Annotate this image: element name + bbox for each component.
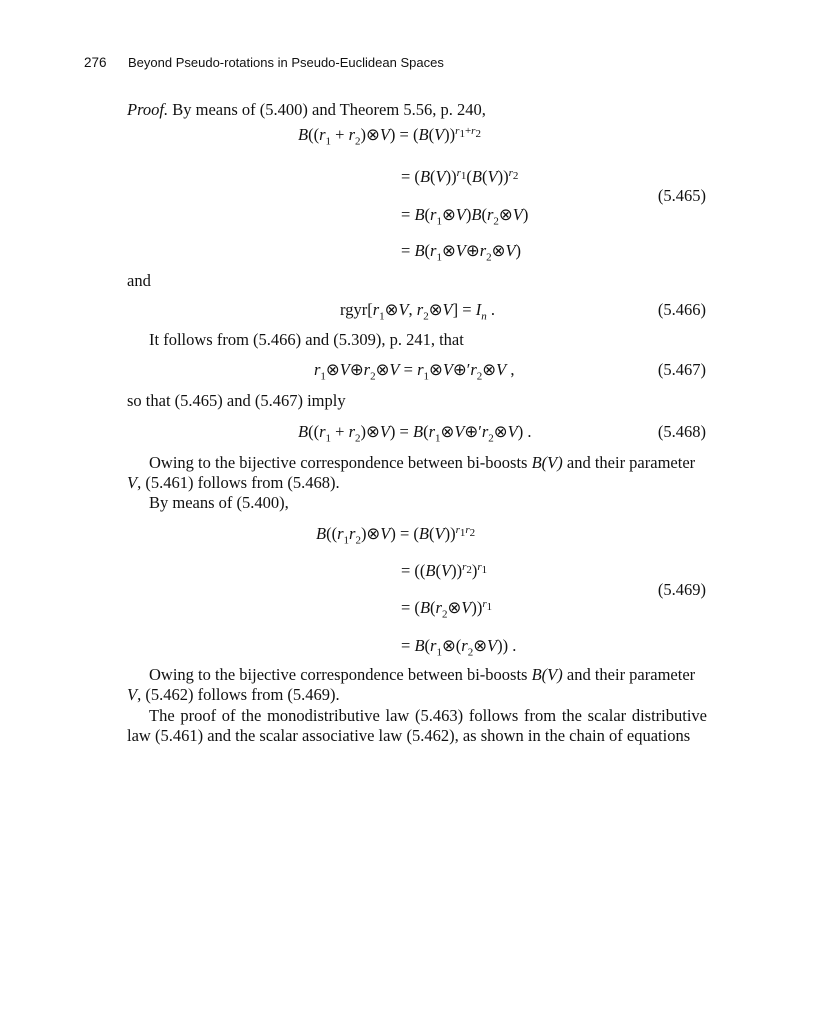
equation-5-468: $B((r_1$ + $r_2)\otimes V$) = $B(r_1\otimes V\oplus'r_2\otimes V)$ . [298, 422, 532, 445]
paragraph-imply: so that (5.465) and (5.467) imply [127, 391, 346, 410]
equation-number-5-467: (5.467) [657, 360, 706, 379]
paragraph-bijective-1: Owing to the bijective correspondence between bi-boosts B(V) and their parameter V, (5.461) follows from (5.468). [127, 453, 696, 492]
equation-number-5-465: (5.465) [657, 186, 706, 205]
equation-5-469-line-2: = $((B(V))^{r_2})^{r_1}$ [401, 560, 488, 580]
proof-paragraph [127, 100, 707, 120]
equation-5-465-line-1: $B((r_1$ + $r_2)\otimes V) = (B(V))^{r_1+r_2}$ [298, 124, 481, 148]
equation-number-5-469: (5.469) [657, 580, 706, 599]
equation-5-465-line-2: = $(B(V))^{r_1}(B(V))^{r_2}$ [401, 166, 519, 186]
equation-number-5-468: (5.468) [657, 422, 706, 441]
equation-5-469-line-4: = $B(r_1\otimes(r_2\otimes V))$ . [401, 636, 517, 659]
equation-5-469-line-1: $B((r_1r_2)\otimes V) = (B(V))^{r_1r_2}$ [316, 523, 476, 547]
and-text: and [127, 271, 151, 290]
proof-text: By means of (5.400) and Theorem 5.56, p. 240, [172, 100, 486, 119]
equation-number-5-466: (5.466) [657, 300, 706, 319]
paragraph-by-means: By means of (5.400), [149, 493, 289, 512]
running-head [84, 55, 444, 70]
paragraph-follows: It follows from (5.466) and (5.309), p. 241, that [149, 330, 464, 349]
paragraph-bijective-2: Owing to the bijective correspondence between bi-boosts B(V) and their parameter V, (5.462) follows from (5.469). [127, 665, 696, 704]
equation-5-466: $rgyr[r_1\otimes V$, $r_2\otimes V] = I_n$ . [340, 300, 495, 323]
equation-5-467: $r_1\otimes V\oplus r_2\otimes V$ = $r_1\otimes V\oplus'r_2\otimes V$ , [314, 360, 515, 383]
page-number: 276 [84, 55, 107, 70]
equation-5-469-line-3: = $(B(r_2\otimes V))^{r_1}$ [401, 597, 493, 621]
proof-label: Proof. [127, 100, 169, 119]
equation-5-465-line-3: = $B(r_1\otimes V)B(r_2\otimes V)$ [401, 205, 529, 228]
equation-5-465-line-4: = $B(r_1\otimes V\oplus r_2\otimes V)$ [401, 241, 522, 264]
running-title: Beyond Pseudo-rotations in Pseudo-Euclidean Spaces [128, 55, 444, 70]
paragraph-monodistributive: The proof of the monodistributive law (5.463) follows from the scalar distributive law (5.461) and the scalar associative law (5.462), as shown in the chain of equations [127, 706, 707, 745]
